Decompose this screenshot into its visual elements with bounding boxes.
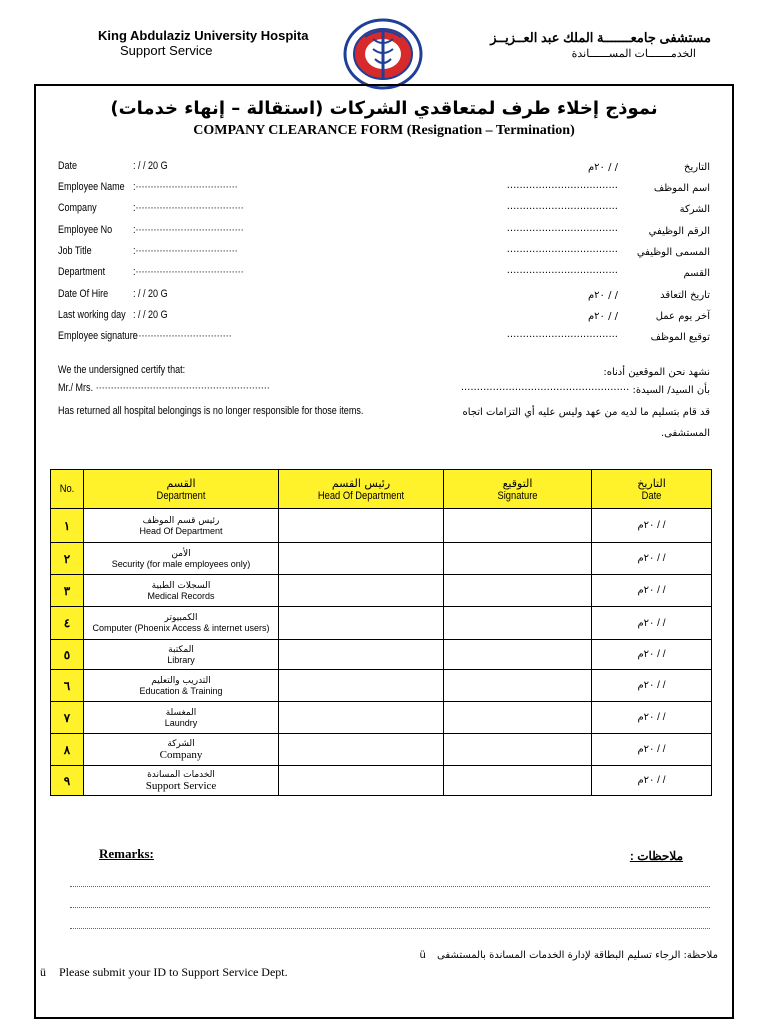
- field-label-ar: الرقم الوظيفي: [648, 226, 710, 237]
- head-of-department-cell[interactable]: [279, 575, 444, 607]
- field-value-ar[interactable]: ···································: [506, 268, 618, 279]
- date-cell[interactable]: / / ٢٠م: [592, 734, 712, 766]
- row-department: [84, 509, 279, 543]
- table-row: [51, 543, 712, 575]
- signature-cell[interactable]: [444, 670, 592, 702]
- header-department: [84, 470, 279, 509]
- department-name-ar: الشركة: [167, 738, 195, 749]
- department-name-ar: رئيس قسم الموظف: [142, 515, 220, 526]
- department-name-ar: الخدمـــــــات المســــــاندة: [571, 48, 696, 60]
- date-cell[interactable]: / / ٢٠م: [592, 766, 712, 796]
- row-department: [84, 607, 279, 640]
- signature-cell[interactable]: [444, 640, 592, 670]
- department-name-en: Support Service: [145, 779, 217, 792]
- department-name-en: Support Service: [120, 43, 213, 58]
- field-value-ar[interactable]: ···································: [506, 226, 618, 237]
- clearance-table: [50, 469, 712, 796]
- remarks-line-3[interactable]: [70, 928, 710, 929]
- header-no: No.: [51, 470, 84, 509]
- department-name-ar: الخدمات المساندة: [147, 769, 215, 780]
- date-cell[interactable]: / / ٢٠م: [592, 702, 712, 734]
- field-label-en: Employee Name: [58, 181, 125, 193]
- row-department: [84, 766, 279, 796]
- date-cell[interactable]: / / ٢٠م: [592, 543, 712, 575]
- department-name-ar: الكمبيوتر: [164, 613, 198, 623]
- field-value-en[interactable]: :··································: [133, 181, 238, 193]
- hospital-name-en: King Abdulaziz University Hospita: [98, 28, 309, 43]
- row-department: [84, 575, 279, 607]
- department-name-en: Laundry: [164, 717, 198, 728]
- field-value-ar[interactable]: ···································: [506, 247, 618, 258]
- signature-cell[interactable]: [444, 702, 592, 734]
- field-value-ar[interactable]: ···································: [506, 204, 618, 215]
- field-value-en[interactable]: : / / 20 G: [133, 160, 168, 172]
- head-of-department-cell[interactable]: [279, 670, 444, 702]
- note-en-text: Please submit your ID to Support Service Dept.: [59, 965, 288, 979]
- certify-ar-line-1: نشهد نحن الموقعين أدناه:: [603, 367, 710, 378]
- department-name-ar: السجلات الطبية: [151, 580, 211, 591]
- field-label-ar: توقيع الموظف: [650, 332, 710, 343]
- field-value-ar[interactable]: ···································: [506, 183, 618, 194]
- header-head-en: Head Of Department: [317, 489, 405, 502]
- row-number: ٥: [51, 640, 84, 670]
- form-title-en: COMPANY CLEARANCE FORM (Resignation – Termination): [193, 123, 575, 138]
- field-value-en[interactable]: :····································: [133, 202, 244, 214]
- head-of-department-cell[interactable]: [279, 509, 444, 543]
- form-title-ar: نموذج إخلاء طرف لمتعاقدي الشركات (استقالة – إنهاء خدمات): [110, 98, 658, 119]
- department-name-ar: المغسلة: [165, 707, 197, 718]
- date-cell[interactable]: / / ٢٠م: [592, 670, 712, 702]
- header-date-en: Date: [641, 489, 662, 502]
- note-ar-bullet: ü: [419, 950, 426, 961]
- remarks-line-2[interactable]: [70, 907, 710, 908]
- field-value-ar[interactable]: / / ٢٠م: [587, 162, 618, 173]
- table-header-row: [51, 470, 712, 509]
- date-cell[interactable]: / / ٢٠م: [592, 509, 712, 543]
- field-value-ar[interactable]: / / ٢٠م: [587, 290, 618, 301]
- department-name-en: Library: [167, 654, 195, 665]
- hospital-name-ar: مستشفى جامعـــــــة الملك عبد العــزيــز: [490, 30, 711, 45]
- field-value-en[interactable]: :····································: [133, 224, 244, 236]
- head-of-department-cell[interactable]: [279, 734, 444, 766]
- row-number: ٢: [51, 543, 84, 575]
- field-value-en[interactable]: :····································: [133, 266, 244, 278]
- department-name-en: Company: [159, 748, 203, 761]
- field-label-en: Job Title: [58, 245, 92, 257]
- field-value-en[interactable]: : / / 20 G: [133, 309, 168, 321]
- department-name-en: Medical Records: [147, 590, 215, 601]
- head-of-department-cell[interactable]: [279, 766, 444, 796]
- row-number: ٧: [51, 702, 84, 734]
- head-of-department-cell[interactable]: [279, 702, 444, 734]
- field-label-ar: التاريخ: [684, 162, 710, 173]
- note-ar-text: ملاحظة: الرجاء تسليم البطاقة لإدارة الخدمات المساندة بالمستشفى: [437, 950, 718, 961]
- note-en: [40, 965, 288, 980]
- date-cell[interactable]: / / ٢٠م: [592, 575, 712, 607]
- row-number: ١: [51, 509, 84, 543]
- table-row: [51, 640, 712, 670]
- note-ar: [419, 950, 718, 961]
- field-value-en[interactable]: :··································: [133, 245, 238, 257]
- row-number: ٣: [51, 575, 84, 607]
- head-of-department-cell[interactable]: [279, 607, 444, 640]
- header-date: [592, 470, 712, 509]
- header-date-ar: التاريخ: [637, 476, 666, 490]
- department-name-ar: المكتبة: [168, 644, 194, 655]
- field-value-ar[interactable]: ···································: [506, 332, 618, 343]
- table-row: [51, 766, 712, 796]
- department-name-en: Education & Training: [139, 685, 223, 696]
- certify-ar-line-3: قد قام بتسليم ما لديه من عهد وليس عليه أي التزامات اتجاه: [462, 407, 710, 418]
- field-label-en: Last working day: [58, 309, 126, 321]
- header-signature-en: Signature: [497, 489, 538, 502]
- field-label-en: Employee No: [58, 224, 113, 236]
- row-department: [84, 734, 279, 766]
- certify-line-2: Mr./ Mrs. ··························································: [58, 382, 270, 394]
- field-label-en: Company: [58, 202, 97, 214]
- field-label-en: Department: [58, 266, 106, 278]
- signature-cell[interactable]: [444, 766, 592, 796]
- header-head-of-department: [279, 470, 444, 509]
- field-label-ar: الشركة: [679, 204, 710, 215]
- field-value-ar[interactable]: / / ٢٠م: [587, 311, 618, 322]
- row-department: [84, 670, 279, 702]
- head-of-department-cell[interactable]: [279, 640, 444, 670]
- field-label-ar: اسم الموظف: [653, 183, 710, 194]
- signature-cell[interactable]: [444, 575, 592, 607]
- head-of-department-cell[interactable]: [279, 543, 444, 575]
- header-head-ar: رئيس القسم: [331, 476, 391, 490]
- field-label-en: Employee signature: [58, 330, 138, 342]
- hospital-logo: [340, 17, 426, 91]
- department-name-ar: الأمن: [171, 548, 191, 559]
- date-cell[interactable]: / / ٢٠م: [592, 607, 712, 640]
- signature-cell[interactable]: [444, 734, 592, 766]
- header-department-en: Department: [156, 489, 206, 502]
- field-label-ar: آخر يوم عمل: [655, 311, 710, 322]
- field-label-ar: القسم: [683, 268, 710, 279]
- header-signature-ar: التوقيع: [502, 476, 533, 490]
- row-number: ٦: [51, 670, 84, 702]
- row-department: [84, 543, 279, 575]
- date-cell[interactable]: / / ٢٠م: [592, 640, 712, 670]
- signature-cell[interactable]: [444, 509, 592, 543]
- field-label-en: Date Of Hire: [58, 288, 109, 300]
- department-name-ar: التدريب والتعليم: [151, 675, 211, 686]
- remarks-line-1[interactable]: [70, 886, 710, 887]
- note-en-bullet: ü: [40, 965, 46, 979]
- row-number: ٨: [51, 734, 84, 766]
- field-label-en: Date: [58, 160, 78, 172]
- table-row: [51, 509, 712, 543]
- certify-ar-line-4: المستشفى.: [660, 428, 710, 439]
- department-name-en: Head Of Department: [139, 525, 223, 536]
- table-row: [51, 702, 712, 734]
- field-label-ar: المسمى الوظيفي: [636, 247, 710, 258]
- certify-line-3: Has returned all hospital belongings is no longer responsible for those items.: [58, 405, 364, 417]
- row-department: [84, 640, 279, 670]
- row-number: ٤: [51, 607, 84, 640]
- table-row: [51, 575, 712, 607]
- signature-cell[interactable]: [444, 543, 592, 575]
- header-signature: [444, 470, 592, 509]
- department-name-en: Computer (Phoenix Access & internet users): [92, 623, 270, 633]
- table-row: [51, 734, 712, 766]
- field-value-en[interactable]: : / / 20 G: [133, 288, 168, 300]
- row-department: [84, 702, 279, 734]
- field-label-ar: تاريخ التعاقد: [660, 290, 710, 301]
- table-row: [51, 670, 712, 702]
- field-value-en[interactable]: :································: [133, 330, 232, 342]
- certify-ar-line-2: بأن السيد/ السيدة: ·····················································: [460, 385, 710, 396]
- remarks-label-en: Remarks:: [99, 846, 154, 861]
- header-department-ar: القسم: [166, 476, 196, 490]
- remarks-label-ar: ملاحظات :: [629, 849, 683, 863]
- signature-cell[interactable]: [444, 607, 592, 640]
- department-name-en: Security (for male employees only): [111, 558, 251, 569]
- certify-line-1: We the undersigned certify that:: [58, 364, 186, 376]
- table-row: [51, 607, 712, 640]
- row-number: ٩: [51, 766, 84, 796]
